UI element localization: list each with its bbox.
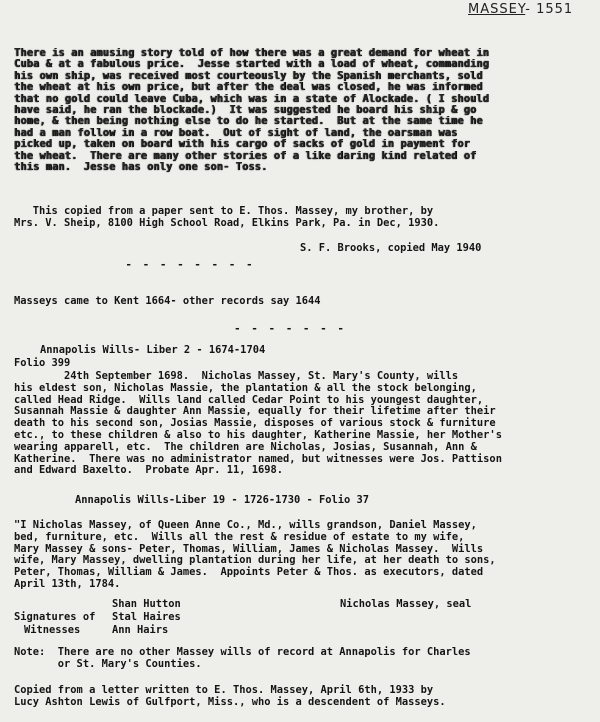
note-paragraph xyxy=(14,647,594,671)
text-line: Note: There are no other Massey wills of record at Annapolis for Charles xyxy=(14,646,471,658)
letter-paragraph xyxy=(14,685,594,709)
text-line: Mrs. V. Sheip, 8100 High School Road, Elkins Park, Pa. in Dec, 1930. xyxy=(14,216,440,229)
text-line: April 13th, 1784. xyxy=(14,577,121,590)
text-line: his eldest son, Nicholas Massie, the plantation & all the stock belonging, xyxy=(14,381,477,394)
text-line: had a man follow in a row boat. Out of sight of land, the oarsman was xyxy=(14,127,458,139)
signed-by: S. F. Brooks, copied May 1940 xyxy=(300,242,482,254)
text-line: wife, Mary Massey, dwelling plantation during her life, at her death to sons, xyxy=(14,554,496,567)
intro-paragraph xyxy=(14,48,594,173)
text-line: Cuba & at a fabulous price. Jesse started with a load of wheat, commanding xyxy=(14,59,490,71)
text-line: death to his second son, Josias Massie, disposes of various stock & furniture xyxy=(14,417,496,430)
text-line: or St. Mary's Counties. xyxy=(14,657,202,670)
text-line: this man. Jesse has only one son- Toss. xyxy=(14,162,268,174)
witness-1: Shan Hutton xyxy=(112,598,181,610)
came-to-kent: Masseys came to Kent 1664- other records say 1644 xyxy=(14,295,321,307)
text-line: "I Nicholas Massey, of Queen Anne Co., Md., wills grandson, Daniel Massey, xyxy=(14,519,477,531)
copied-note xyxy=(14,206,594,230)
text-line: 24th September 1698. Nicholas Massey, St. Mary's County, wills xyxy=(14,370,459,382)
text-line: wearing apparell, etc. The children are Nicholas, Josias, Susannah, Ann & xyxy=(14,440,477,453)
text-line: have said, he ran the blockade.) It was suggested he board his ship & go xyxy=(14,105,477,117)
text-line: This copied from a paper sent to E. Thos. Massey, my brother, by xyxy=(14,205,434,217)
text-line: his own ship, was received most courteously by the Spanish merchants, sold xyxy=(14,70,483,82)
handwritten-page-number: 1551 xyxy=(536,2,574,17)
text-line: Copied from a letter written to E. Thos. Massey, April 6th, 1933 by xyxy=(14,684,434,696)
text-line: Mary Massey & sons- Peter, Thomas, William, James & Nicholas Massey. Wills xyxy=(14,542,484,555)
separator-dashes: - - - - - - - - xyxy=(125,258,255,271)
text-line: Susannah Massie & daughter Ann Massie, equally for their lifetime after their xyxy=(14,405,496,418)
signatures-label: Signatures of xyxy=(14,611,96,623)
signer-name: Nicholas Massey, seal xyxy=(340,598,472,610)
text-line: Lucy Ashton Lewis of Gulfport, Miss., who is a descendent of Masseys. xyxy=(14,695,446,708)
annapolis-wills-title-1: Annapolis Wills- Liber 2 - 1674-1704 xyxy=(40,344,266,356)
text-line: called Head Ridge. Wills land called Cedar Point to his youngest daughter, xyxy=(14,393,484,406)
witnesses-label: Witnesses xyxy=(24,624,81,636)
text-line: the wheat. There are many other stories of a like daring kind related of xyxy=(14,150,477,162)
text-line: and Edward Baxelto. Probate Apr. 11, 1698. xyxy=(14,464,283,477)
annapolis-wills-title-2: Annapolis Wills-Liber 19 - 1726-1730 - Folio 37 xyxy=(75,494,370,506)
text-line: bed, furniture, etc. Wills all the rest & residue of estate to my wife, xyxy=(14,530,465,543)
handwritten-page-label: MASSEY- 1551 xyxy=(468,2,574,17)
text-line: etc., to these children & also to his daughter, Katherine Massie, her Mother's xyxy=(14,428,502,441)
text-line: the wheat at his own price, but after the deal was closed, he was informed xyxy=(14,82,483,94)
folio-label: Folio 399 xyxy=(14,357,71,369)
text-line: that no gold could leave Cuba, which was in a state of Alockade. ( I should xyxy=(14,93,490,105)
witness-3: Ann Hairs xyxy=(112,624,169,636)
text-line: Peter, Thomas, William & James. Appoints Peter & Thos. as executors, dated xyxy=(14,566,484,579)
text-line: Katherine. There was no administrator named, but witnesses were Jos. Pattison xyxy=(14,452,502,465)
text-line: There is an amusing story told of how there was a great demand for wheat in xyxy=(14,48,490,59)
separator-dashes: - - - - - - - xyxy=(233,322,347,335)
handwritten-name: MASSEY xyxy=(468,2,526,17)
will-1-paragraph xyxy=(14,371,594,477)
witness-2: Stal Haires xyxy=(112,611,181,623)
will-2-paragraph xyxy=(14,520,594,591)
text-line: picked up, taken on board with his cargo of sacks of gold in payment for xyxy=(14,139,471,151)
text-line: home, & then being nothing else to do he started. But at the same time he xyxy=(14,116,483,128)
